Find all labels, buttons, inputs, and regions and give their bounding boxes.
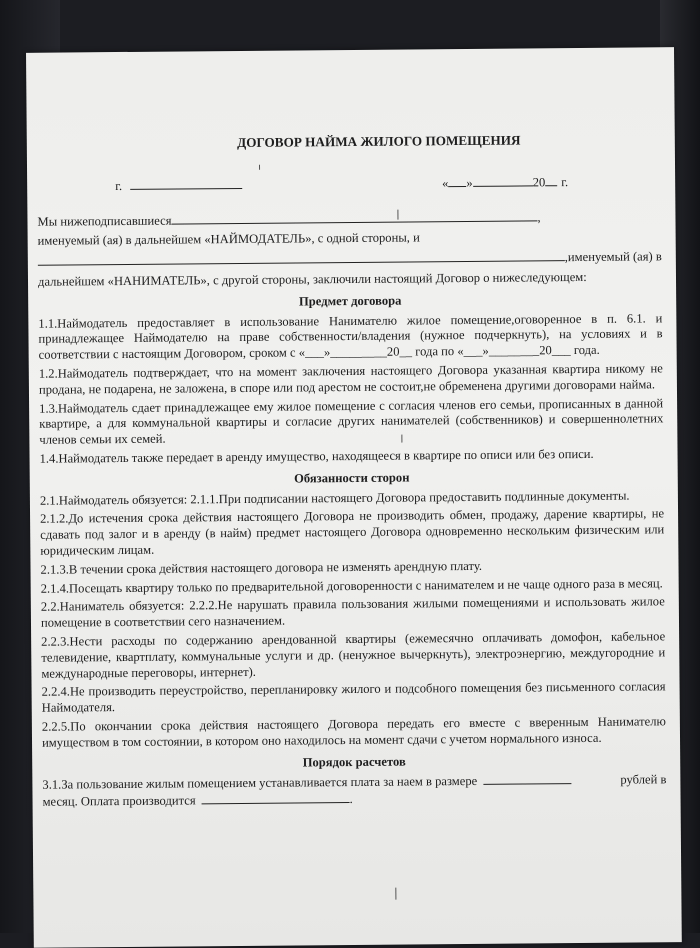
payment-line-2-start: месяц. Оплата производится bbox=[42, 793, 196, 809]
clause-1-2: 1.2.Наймодатель подтверждает, что на момент заключения настоящего Договора указанная квартира никому не продана, не подарена, не заложена, в споре или под арестом не состоит,не обременена другими договорами найма. bbox=[38, 361, 663, 397]
date-open-quote: « bbox=[442, 175, 449, 190]
section-heading-payments: Порядок расчетов bbox=[302, 754, 406, 769]
landlord-description: именуемый (ая) в дальнейшем «НАЙМОДАТЕЛЬ», с одной стороны, и bbox=[37, 230, 420, 249]
city-label: г. bbox=[115, 178, 123, 193]
clause-2-1: 2.1.Наймодатель обязуется: 2.1.1.При подписании настоящего Договора предоставить подлинные документы. bbox=[39, 488, 630, 508]
clause-1-3: 1.3.Наймодатель сдает принадлежащее ему жилое помещение с согласия членов его семьи, прописанных в данной квартире, а для коммунальной квартиры и согласие других нанимателей (собственников) и совершеннолетних членов семьи их семей. bbox=[39, 395, 664, 447]
clause-2-1-3: 2.1.3.В течении срока действия настоящего договора не изменять арендную плату. bbox=[40, 558, 483, 577]
clause-2-2-4: 2.2.4.Не производить переустройство, перепланировку жилого и подсобного помещения без письменного согласия Наймодателя. bbox=[41, 679, 666, 715]
month-blank bbox=[473, 174, 533, 187]
clause-1-1: 1.1.Наймодатель предоставляет в использование Нанимателю жилое помещение,оговоренное в п. 6.1. и принадлежащее Наймодателю на праве собственности/владения (нужное подчеркнуть), на условиях и в соответствии с настоящим Договором, сроком с «___»_________20__ года по «___»________20___ года. bbox=[38, 310, 663, 362]
clause-2-2-5: 2.2.5.По окончании срока действия настоящего Договора передать его вместе с вверенным Нанимателю имуществом в том состоянии, в котором оно находилось на момент сдачи с учетом нормального износа. bbox=[41, 714, 666, 750]
parties-line-1 bbox=[37, 208, 661, 230]
payment-line-1-end: рублей в bbox=[620, 772, 667, 787]
section-heading-subject: Предмет договора bbox=[298, 293, 402, 309]
parties-comma: , bbox=[537, 209, 541, 224]
document-title: ДОГОВОР НАЙМА ЖИЛОГО ПОМЕЩЕНИЯ bbox=[237, 132, 521, 150]
date-year-suffix: г. bbox=[561, 174, 569, 189]
contract-paper-sheet bbox=[26, 47, 682, 948]
city-blank bbox=[130, 177, 242, 190]
year-blank bbox=[545, 174, 557, 186]
place-date-line bbox=[37, 173, 661, 195]
clause-2-2-3: 2.2.3.Нести расходы по содержанию арендованной квартиры (ежемесячно оплачивать домофон, кабельное телевидение, квартплату, коммунальные услуги и др. (ненужное вычеркнуть), электроэнергию, междугородние и международные переговоры, интернет). bbox=[41, 629, 666, 681]
parties-intro: Мы нижеподписавшиеся bbox=[37, 213, 172, 229]
parties-line-4 bbox=[38, 269, 662, 290]
tenant-tail: ,именуемый (ая) в bbox=[564, 249, 662, 265]
clause-1-4: 1.4.Наймодатель также передает в аренду имущество, находящееся в квартире по описи или без описи. bbox=[39, 446, 594, 466]
clause-2-2: 2.2.Наниматель обязуется: 2.2.2.Не нарушать правила пользования жилыми помещениями и использовать жилое помещение в соответствии сего назначением. bbox=[40, 594, 665, 630]
parties-block bbox=[37, 208, 662, 291]
tenant-description: дальнейшем «НАНИМАТЕЛЬ», с другой стороны, заключили настоящий Договор о нижеследующем: bbox=[37, 269, 587, 289]
parties-line-2 bbox=[38, 229, 662, 250]
rent-amount-blank bbox=[483, 772, 571, 785]
tenant-name-blank bbox=[38, 249, 565, 266]
pen-mark bbox=[395, 888, 396, 900]
day-blank bbox=[448, 175, 466, 187]
section-heading-obligations: Обязанности сторон bbox=[293, 470, 410, 486]
date-close-quote: » bbox=[466, 175, 473, 190]
payment-line-1-start: 3.1.За пользование жилым помещением устанавливается плата за наем в размере bbox=[42, 774, 478, 793]
parties-line-3 bbox=[38, 248, 662, 270]
date-year-prefix: 20 bbox=[532, 175, 546, 190]
clause-2-1-2: 2.1.2.До истечения срока действия настоящего Договора не производить обмен, продажу, дарение квартиры, не сдавать под залог и в аренду (в найм) предмет настоящего Договора одновременно нескольким физическим или юридическим лицам. bbox=[40, 506, 665, 558]
payment-line-2-end: . bbox=[349, 792, 353, 807]
signatories-blank bbox=[171, 209, 537, 224]
clause-2-1-4: 2.1.4.Посещать квартиру только по предварительной договоренности с нанимателем и не чаще одного раза в месяц. bbox=[40, 575, 663, 596]
document-body bbox=[37, 131, 667, 810]
payment-method-blank bbox=[202, 791, 350, 804]
